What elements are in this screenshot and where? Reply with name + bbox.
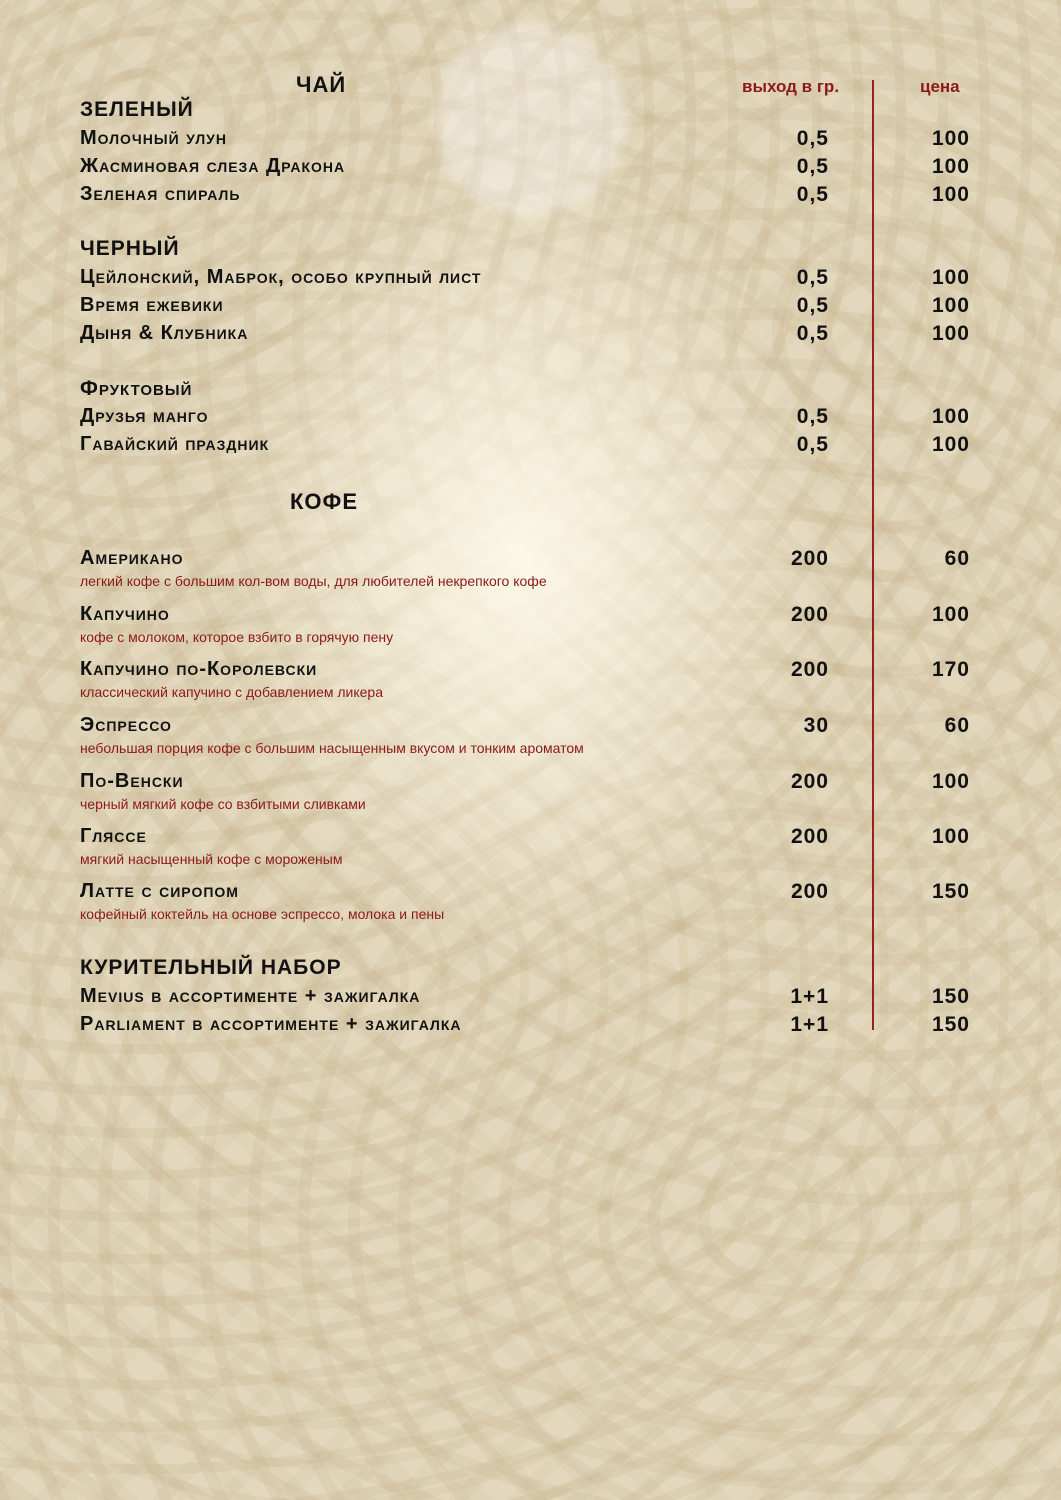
item-price: 100	[931, 155, 970, 178]
coffee-section-title: КОФЕ	[290, 489, 358, 514]
item-weight: 200	[790, 770, 829, 793]
item-price: 100	[931, 770, 970, 793]
smoking-section-title: КУРИТЕЛЬНЫЙ НАБОР	[80, 956, 342, 979]
item-name: Капучино по-Королевски	[80, 658, 318, 680]
item-weight: 200	[790, 825, 829, 848]
item-name: Время ежевики	[80, 294, 224, 316]
item-name: Гляссе	[80, 825, 147, 847]
item-weight: 1+1	[790, 1013, 829, 1036]
item-description: кофейный коктейль на основе эспрессо, молока и пены	[80, 906, 445, 922]
item-weight: 200	[790, 658, 829, 681]
item-name: Капучино	[80, 603, 170, 625]
item-weight: 0,5	[796, 155, 829, 178]
item-description: черный мягкий кофе со взбитыми сливками	[80, 796, 366, 812]
item-price: 60	[944, 714, 970, 737]
item-price: 100	[931, 322, 970, 345]
price-column-header: цена	[920, 77, 960, 96]
item-price: 100	[931, 433, 970, 456]
item-price: 100	[931, 825, 970, 848]
item-name: Mevius в ассортименте + зажигалка	[80, 985, 421, 1007]
item-weight: 0,5	[796, 322, 829, 345]
item-description: классический капучино с добавлением ликера	[80, 684, 383, 700]
item-price: 100	[931, 266, 970, 289]
item-name: Американо	[80, 547, 184, 569]
item-weight: 0,5	[796, 433, 829, 456]
item-name: Зеленая спираль	[80, 183, 241, 205]
item-name: Молочный улун	[80, 127, 228, 149]
item-price: 100	[931, 294, 970, 317]
green-tea-category: ЗЕЛЕНЫЙ	[80, 98, 194, 121]
item-name: Друзья манго	[80, 405, 209, 427]
item-name: Латте с сиропом	[80, 880, 239, 902]
item-description: легкий кофе с большим кол-вом воды, для любителей некрепкого кофе	[80, 573, 547, 589]
item-weight: 200	[790, 880, 829, 903]
item-price: 170	[931, 658, 970, 681]
item-name: Эспрессо	[80, 714, 172, 736]
item-weight: 0,5	[796, 266, 829, 289]
item-name: Гавайский праздник	[80, 433, 270, 455]
item-weight: 0,5	[796, 127, 829, 150]
item-weight: 200	[790, 603, 829, 626]
item-name: Цейлонский, Маброк, особо крупный лист	[80, 266, 482, 288]
item-price: 150	[931, 985, 970, 1008]
item-price: 150	[931, 1013, 970, 1036]
item-description: небольшая порция кофе с большим насыщенным вкусом и тонким ароматом	[80, 740, 584, 756]
item-name: Parliament в ассортименте + зажигалка	[80, 1013, 462, 1035]
item-weight: 30	[803, 714, 829, 737]
item-description: кофе с молоком, которое взбито в горячую пену	[80, 629, 394, 645]
item-name: Жасминовая слеза Дракона	[80, 155, 346, 177]
item-price: 60	[944, 547, 970, 570]
item-weight: 200	[790, 547, 829, 570]
item-name: Дыня & Клубника	[80, 322, 249, 344]
item-description: мягкий насыщенный кофе с мороженым	[80, 851, 343, 867]
item-name: По-Венски	[80, 770, 184, 792]
item-price: 100	[931, 603, 970, 626]
weight-column-header: выход в гр.	[742, 77, 840, 96]
item-price: 100	[931, 127, 970, 150]
item-price: 100	[931, 405, 970, 428]
item-weight: 0,5	[796, 183, 829, 206]
fruit-tea-category: Фруктовый	[80, 377, 193, 400]
item-weight: 0,5	[796, 405, 829, 428]
item-price: 150	[931, 880, 970, 903]
black-tea-category: ЧЕРНЫЙ	[80, 237, 180, 260]
item-weight: 1+1	[790, 985, 829, 1008]
tea-section-title: ЧАЙ	[296, 72, 347, 97]
item-weight: 0,5	[796, 294, 829, 317]
item-price: 100	[931, 183, 970, 206]
